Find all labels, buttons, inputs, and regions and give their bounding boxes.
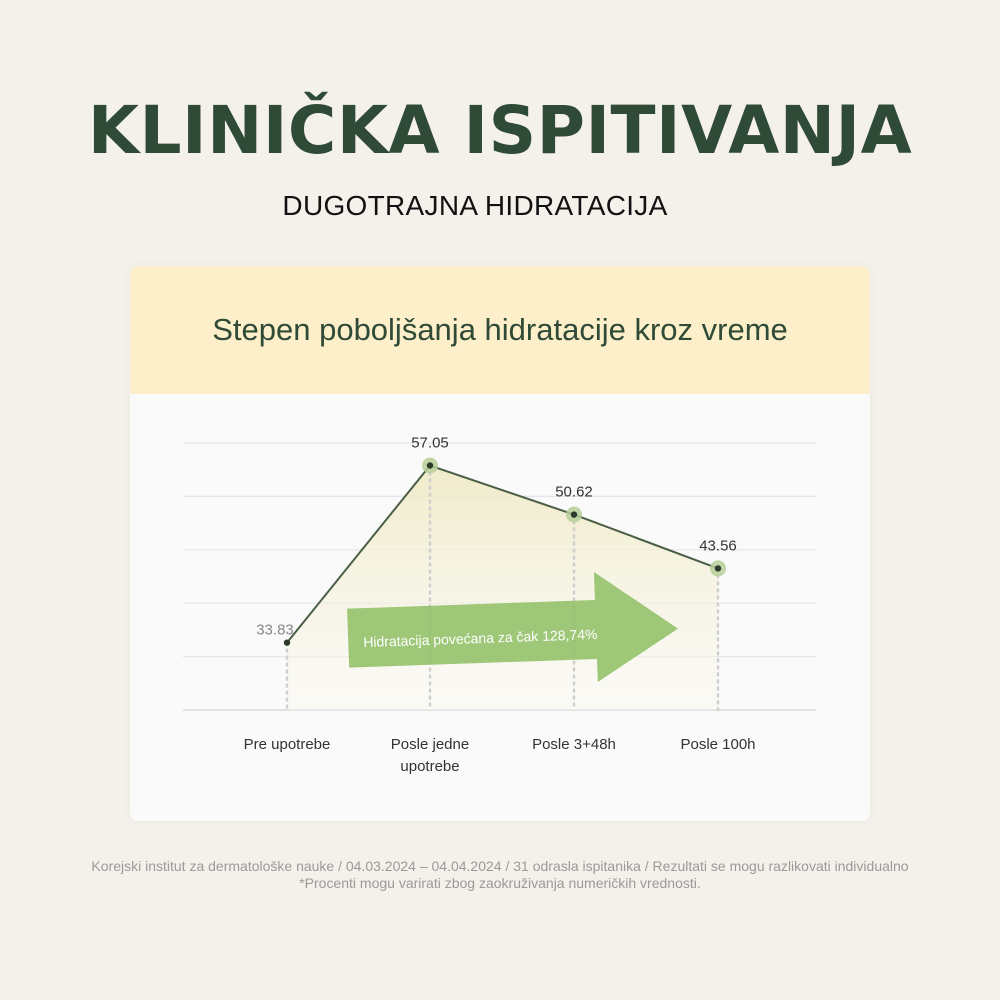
value-label: 57.05 (411, 434, 449, 452)
x-tick-label: upotrebe (400, 758, 460, 775)
value-label: 33.83 (256, 621, 294, 639)
x-tick-label: Posle jedne (390, 736, 470, 753)
page-title: KLINIČKA ISPITIVANJA (87, 92, 913, 169)
x-tick-label: Posle 3+48h (532, 736, 616, 753)
footnote (0, 858, 1000, 892)
value-label: 50.62 (555, 483, 593, 501)
hydration-chart (130, 266, 870, 821)
data-point (427, 462, 433, 468)
x-tick-labels (244, 736, 756, 775)
page-subtitle: DUGOTRAJNA HIDRATACIJA (282, 190, 668, 221)
footnote-source: Korejski institut za dermatološke nauke / 04.03.2024 – 04.04.2024 / 31 odrasla ispitanika / Rezultati se mogu razlikovati individualno (91, 858, 909, 874)
x-tick-label: Pre upotrebe (243, 736, 331, 753)
footnote-rounding: *Procenti mogu varirati zbog zaokruživanja numeričkih vrednosti. (299, 875, 701, 891)
chart-title: Stepen poboljšanja hidratacije kroz vreme (212, 312, 788, 347)
data-point (571, 511, 577, 517)
chart-card (130, 266, 870, 821)
area-fill (287, 466, 718, 710)
x-tick-label: Posle 100h (680, 736, 756, 753)
data-point (284, 639, 290, 645)
data-point (715, 565, 721, 571)
arrow-annotation: Hidratacija povećana za čak 128,74% (362, 625, 598, 651)
value-label: 43.56 (699, 537, 737, 555)
